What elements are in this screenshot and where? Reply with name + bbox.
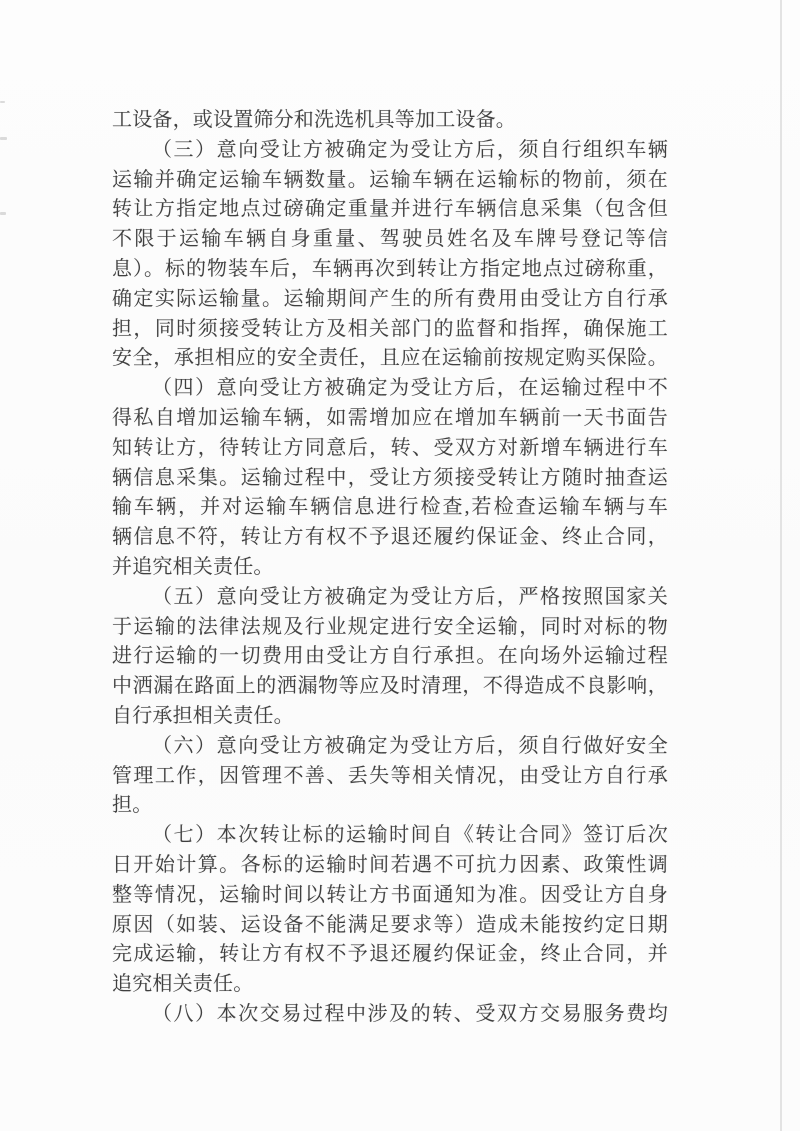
text-line: （八）本次交易过程中涉及的转、受双方交易服务费均 [152,1002,668,1025]
text-line: 进行运输的一切费用由受让方自行承担。在向场外运输过程 [112,645,668,668]
text-line: 辆信息采集。运输过程中，受让方须接受转让方随时抽查运 [112,466,668,489]
text-line: 完成运输，转让方有权不予退还履约保证金，终止合同，并 [112,943,668,966]
text-line: 追究相关责任。 [112,973,254,996]
scan-artifact-line [780,0,782,1131]
text-line: 转让方指定地点过磅确定重量并进行车辆信息采集（包含但 [112,198,668,221]
text-line: 工设备，或设置筛分和洗选机具等加工设备。 [112,109,516,131]
text-line: 运输并确定运输车辆数量。运输车辆在运输标的物前，须在 [112,168,668,191]
scan-edge-speck [0,101,5,103]
text-line: （三）意向受让方被确定为受让方后，须自行组织车辆 [152,138,668,161]
text-line: （五）意向受让方被确定为受让方后，严格按照国家关 [152,585,668,608]
text-line: 得私自增加运输车辆，如需增加应在增加车辆前一天书面告 [112,406,668,429]
text-line: 担，同时须接受转让方及相关部门的监督和指挥，确保施工 [112,317,668,340]
text-line: 原因（如装、运设备不能满足要求等）造成未能按约定日期 [112,913,668,936]
text-line: （六）意向受让方被确定为受让方后，须自行做好安全 [152,734,668,757]
text-line: （七）本次转让标的运输时间自《转让合同》签订后次 [152,824,668,847]
scan-edge-speck [0,137,7,140]
text-line: 整等情况，运输时间以转让方书面通知为准。因受让方自身 [112,883,668,906]
text-line: 日开始计算。各标的运输时间若遇不可抗力因素、政策性调 [112,853,668,876]
text-line: 自行承担相关责任。 [112,704,294,727]
document-text-block [112,106,668,1030]
text-line: 输车辆，并对运输车辆信息进行检查,若检查运输车辆与车 [112,496,668,519]
text-line: 管理工作，因管理不善、丢失等相关情况，由受让方自行承 [112,764,668,787]
text-line: （四）意向受让方被确定为受让方后，在运输过程中不 [152,377,668,400]
scan-edge-speck [0,212,6,215]
text-line: 不限于运输车辆自身重量、驾驶员姓名及车牌号登记等信 [112,228,668,251]
text-line: 知转让方，待转让方同意后，转、受双方对新增车辆进行车 [112,436,668,459]
text-line: 并追究相关责任。 [112,555,274,578]
text-line: 息）。标的物装车后，车辆再次到转让方指定地点过磅称重， [112,257,668,280]
text-line: 确定实际运输量。运输期间产生的所有费用由受让方自行承 [112,287,668,310]
text-line: 安全，承担相应的安全责任，且应在运输前按规定购买保险。 [112,347,668,370]
text-line: 中洒漏在路面上的洒漏物等应及时清理，不得造成不良影响， [112,675,668,698]
text-line: 辆信息不符，转让方有权不予退还履约保证金、终止合同， [112,526,668,549]
text-line: 担。 [112,794,153,817]
text-line: 于运输的法律法规及行业规定进行安全运输，同时对标的物 [112,615,668,638]
